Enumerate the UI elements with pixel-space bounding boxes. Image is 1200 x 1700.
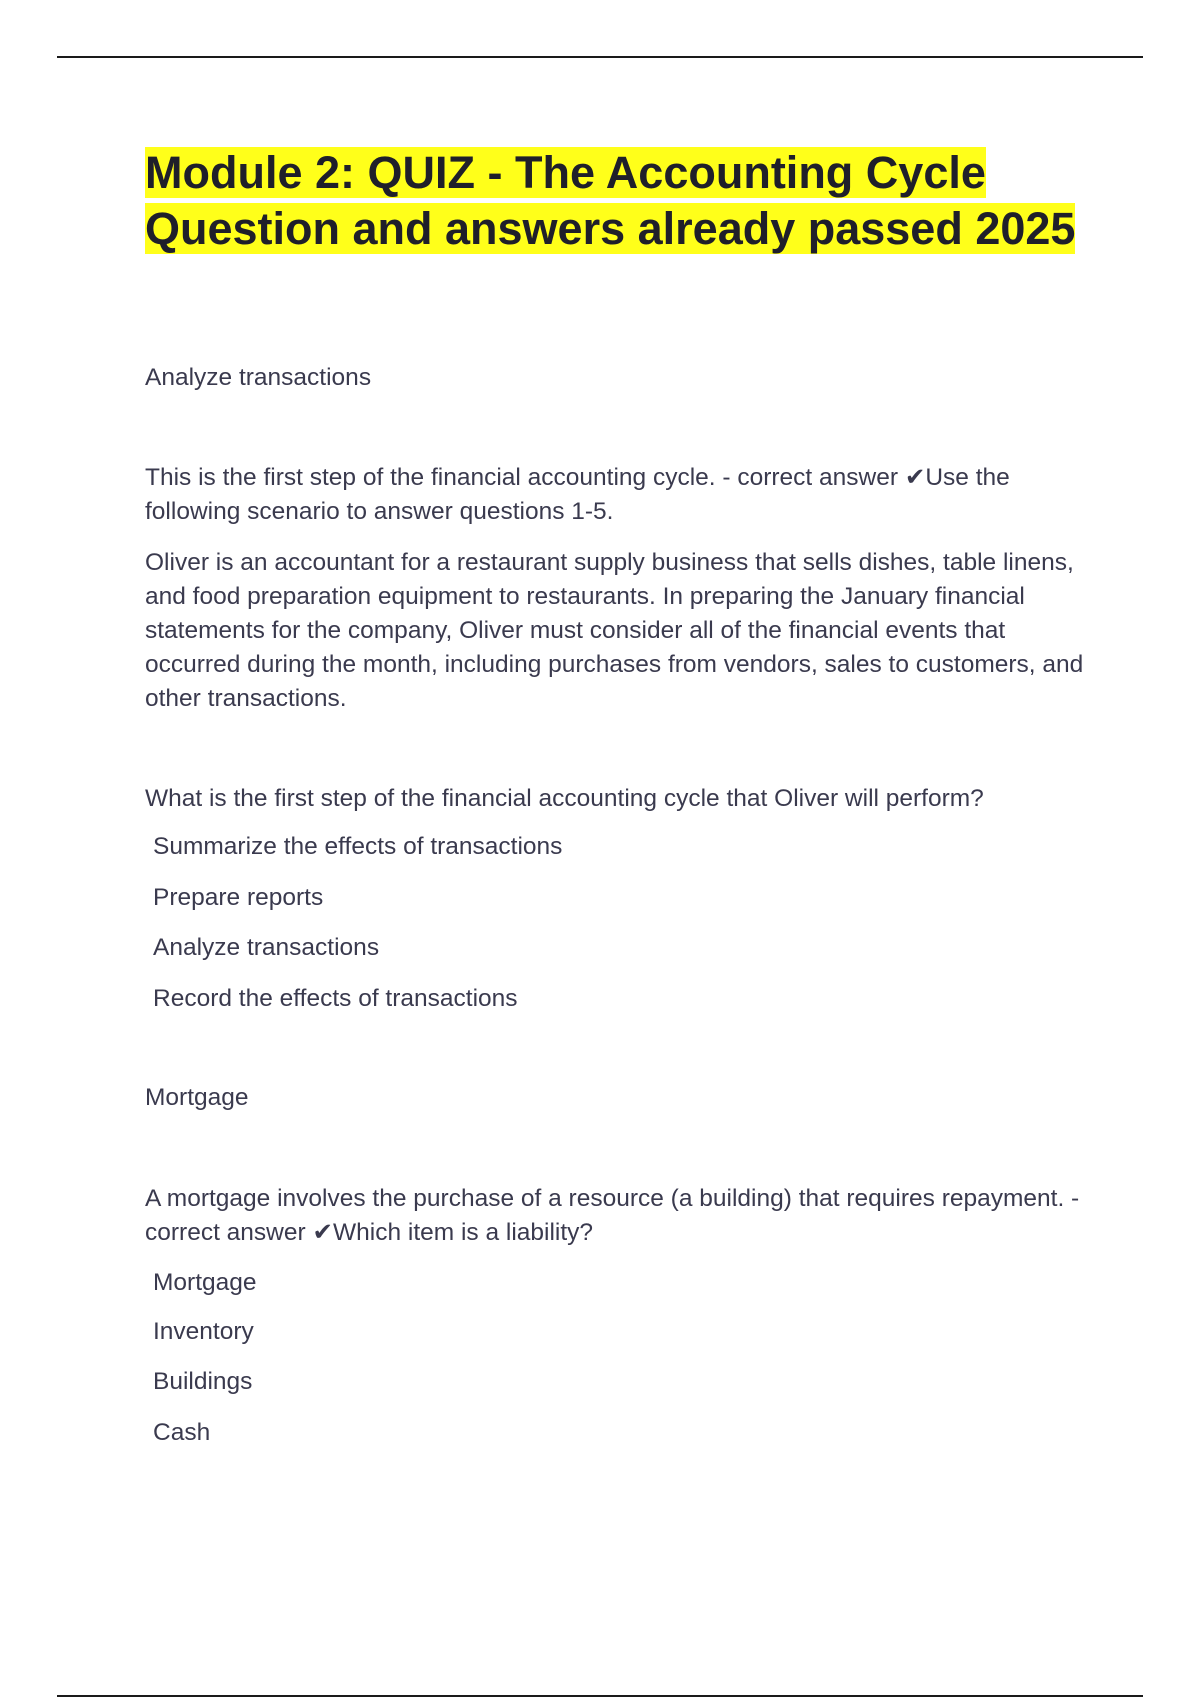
page-title-text: Module 2: QUIZ - The Accounting Cycle Question and answers already passed 2025	[145, 147, 1076, 254]
answer-heading-1: Analyze transactions	[145, 364, 372, 391]
bottom-rule	[57, 1695, 1143, 1697]
option-cash: Cash	[153, 1419, 211, 1446]
scenario-paragraph: Oliver is an accountant for a restaurant supply business that sells dishes, table linens, and food preparation equipment to restaurants. In preparing the January financial statements for the company, Oliver must consider all of the financial events that occurred during the month, including purchases from vendors, sales to customers, and other transactions.	[145, 549, 1084, 712]
option-record: Record the effects of transactions	[153, 985, 518, 1012]
page-title	[145, 145, 1085, 257]
option-prepare-reports: Prepare reports	[153, 884, 324, 911]
question-prompt-1: This is the first step of the financial accounting cycle. - correct answer ✔Use the following scenario to answer questions 1-5.	[145, 464, 1010, 525]
answer-heading-2: Mortgage	[145, 1084, 249, 1111]
option-buildings: Buildings	[153, 1368, 253, 1395]
top-rule	[57, 56, 1143, 58]
option-inventory: Inventory	[153, 1318, 254, 1345]
question-text-1: What is the first step of the financial accounting cycle that Oliver will perform?	[145, 785, 984, 812]
option-analyze: Analyze transactions	[153, 934, 380, 961]
option-summarize: Summarize the effects of transactions	[153, 833, 563, 860]
option-mortgage: Mortgage	[153, 1269, 257, 1296]
question-prompt-2: A mortgage involves the purchase of a resource (a building) that requires repayment. - correct answer ✔Which item is a liability?	[145, 1185, 1080, 1246]
